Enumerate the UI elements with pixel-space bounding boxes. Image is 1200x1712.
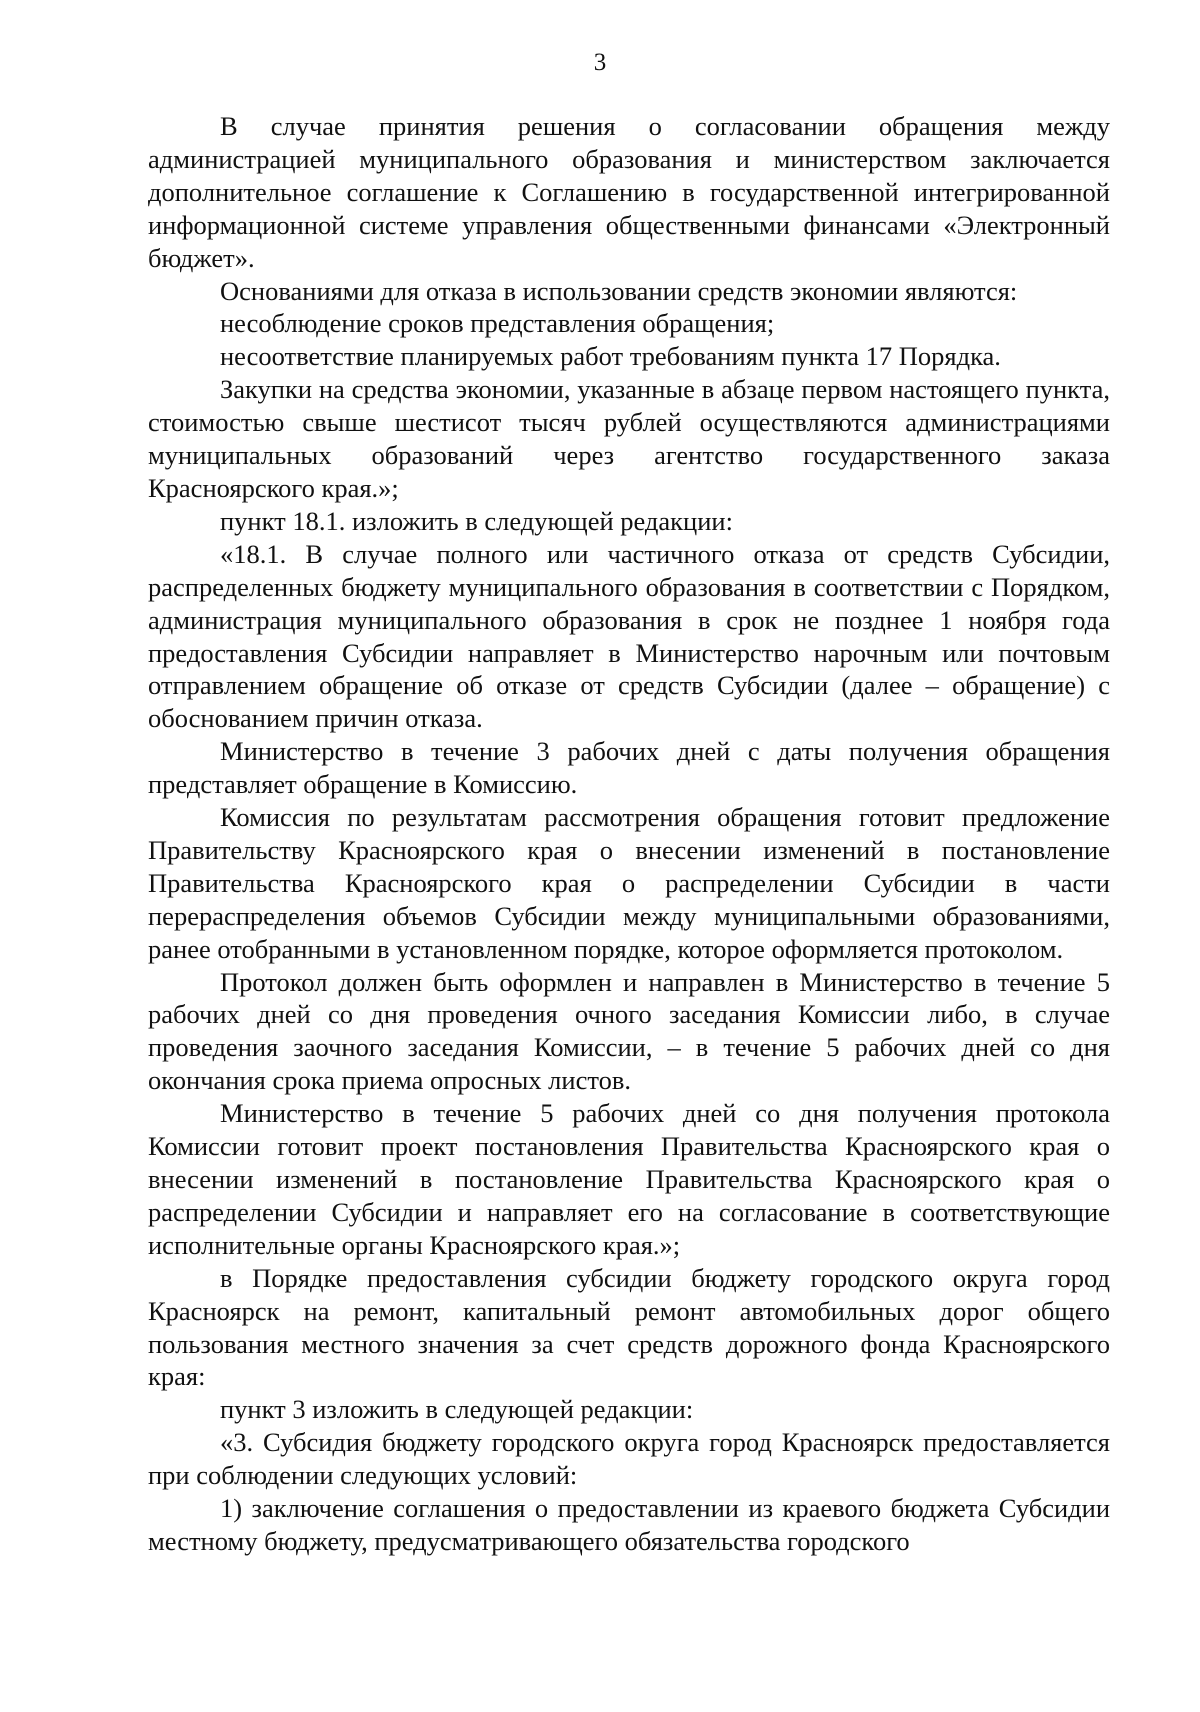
- paragraph: Закупки на средства экономии, указанные в абзаце первом настоящего пункта, стоимостью свыше шестисот тысяч рублей осуществляются администрациями муниципальных образований через агентство государственного заказа Красноярского края.»;: [148, 374, 1110, 503]
- paragraph: Министерство в течение 5 рабочих дней со дня получения протокола Комиссии готовит проект постановления Правительства Красноярского края о внесении изменений в постановление Правительства Красноярского края о распределении Субсидии и направляет его на согласование в соответствующие исполнительные органы Красноярского края.»;: [148, 1098, 1110, 1260]
- paragraph: несоответствие планируемых работ требованиям пункта 17 Порядка.: [220, 341, 1001, 372]
- paragraph: в Порядке предоставления субсидии бюджету городского округа город Красноярск на ремонт, капитальный ремонт автомобильных дорог общего пользования местного значения за счет средств дорожного фонда Красноярского края:: [148, 1262, 1110, 1392]
- document-body: [148, 110, 1110, 1558]
- paragraph: пункт 3 изложить в следующей редакции:: [220, 1394, 694, 1425]
- paragraph: 1) заключение соглашения о предоставлении из краевого бюджета Субсидии местному бюджету, предусматривающего обязательства городского: [148, 1493, 1110, 1556]
- paragraph: пункт 18.1. изложить в следующей редакции:: [220, 505, 733, 536]
- page-number: 3: [593, 49, 607, 76]
- paragraph: Основаниями для отказа в использовании средств экономии являются:: [220, 275, 1018, 306]
- paragraph: Протокол должен быть оформлен и направлен в Министерство в течение 5 рабочих дней со дня проведения очного заседания Комиссии либо, в случае проведения заочного заседания Комиссии, – в течение 5 рабочих дней со дня окончания срока приема опросных листов.: [148, 966, 1110, 1096]
- paragraph: В случае принятия решения о согласовании обращения между администрацией муниципального образования и министерством заключается дополнительное соглашение к Соглашению в государственной интегрированной информационной системе управления общественными финансами «Электронный бюджет».: [148, 111, 1110, 273]
- paragraph: Министерство в течение 3 рабочих дней с даты получения обращения представляет обращение в Комиссию.: [148, 736, 1110, 800]
- paragraph: «18.1. В случае полного или частичного отказа от средств Субсидии, распределенных бюджету муниципального образования в соответствии с Порядком, администрация муниципального образования в срок не позднее 1 ноября года предоставления Субсидии направляет в Министерство нарочным или почтовым отправлением обращение об отказе от средств Субсидии (далее – обращение) с обоснованием причин отказа.: [148, 538, 1110, 734]
- paragraph: несоблюдение сроков представления обращения;: [220, 308, 775, 339]
- paragraph: «3. Субсидия бюджету городского округа город Красноярск предоставляется при соблюдении следующих условий:: [148, 1427, 1110, 1491]
- paragraph: Комиссия по результатам рассмотрения обращения готовит предложение Правительству Красноярского края о внесении изменений в постановление Правительства Красноярского края о распределении Субсидии в части перераспределения объемов Субсидии между муниципальными образованиями, ранее отобранными в установленном порядке, которое оформляется протоколом.: [148, 802, 1110, 964]
